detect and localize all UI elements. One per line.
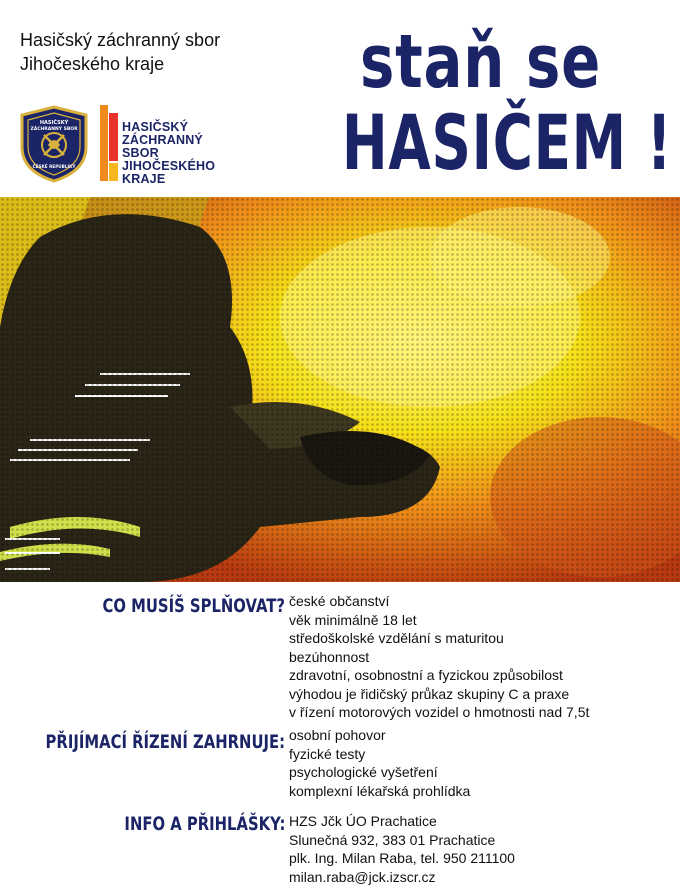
contact-address: Slunečná 932, 383 01 Prachatice bbox=[289, 831, 496, 848]
firefighter-photo bbox=[0, 197, 680, 582]
hzs-logo-line4: JIHOČESKÉHO bbox=[122, 159, 216, 173]
emblem-text-bottom: ČESKÉ REPUBLIKY bbox=[32, 164, 76, 169]
fire-rescue-emblem-logo bbox=[18, 105, 90, 183]
list-item: fyzické testy bbox=[289, 745, 366, 762]
list-item: výhodou je řidičský průkaz skupiny C a praxe bbox=[289, 685, 570, 702]
list-item: věk minimálně 18 let bbox=[289, 611, 417, 628]
list-item: středoškolské vzdělání s maturitou bbox=[289, 630, 504, 646]
hzs-logo-line2: ZÁCHRANNÝ bbox=[122, 133, 203, 147]
headline-line1: staň se bbox=[359, 19, 602, 105]
hzs-jck-logo bbox=[100, 105, 260, 185]
hzs-logo-line5: KRAJE bbox=[122, 172, 166, 186]
requirements-list bbox=[289, 592, 589, 722]
info-list bbox=[289, 812, 515, 886]
list-item: bezúhonnost bbox=[289, 648, 370, 665]
emblem-text-middle: ZÁCHRANNÝ SBOR bbox=[30, 127, 78, 132]
requirements-label: CO MUSÍŠ SPLŇOVAT? bbox=[102, 595, 285, 617]
list-item: psychologické vyšetření bbox=[289, 764, 438, 780]
org-name-line1: Hasičský záchranný sbor bbox=[20, 30, 221, 50]
hzs-logo-text bbox=[122, 121, 215, 186]
hzs-logo-line1: HASIČSKÝ bbox=[122, 120, 189, 134]
org-name-line2: Jihočeského kraje bbox=[20, 54, 165, 74]
contact-email[interactable]: milan.raba@jck.izscr.cz bbox=[289, 868, 436, 885]
contact-office: HZS Jčk ÚO Prachatice bbox=[289, 813, 437, 829]
admission-list bbox=[289, 726, 470, 800]
organization-name bbox=[20, 28, 220, 76]
hzs-logo-line3: SBOR bbox=[122, 146, 159, 160]
admission-label: PŘIJÍMACÍ ŘÍZENÍ ZAHRNUJE: bbox=[45, 731, 285, 753]
contact-person-phone: plk. Ing. Milan Raba, tel. 950 211100 bbox=[289, 850, 515, 866]
info-label: INFO A PŘIHLÁŠKY: bbox=[123, 813, 285, 835]
headline bbox=[288, 19, 673, 187]
list-item: komplexní lékařská prohlídka bbox=[289, 782, 471, 799]
emblem-text-top: HASIČSKÝ bbox=[39, 120, 69, 126]
headline-line2: HASIČEM ! bbox=[341, 98, 673, 187]
list-item: osobní pohovor bbox=[289, 727, 386, 743]
logo-bars-icon bbox=[100, 105, 118, 181]
list-item: zdravotní, osobnostní a fyzickou způsobilost bbox=[289, 667, 563, 683]
list-item: české občanství bbox=[289, 593, 390, 609]
list-item: v řízení motorových vozidel o hmotnosti nad 7,5t bbox=[289, 704, 590, 720]
